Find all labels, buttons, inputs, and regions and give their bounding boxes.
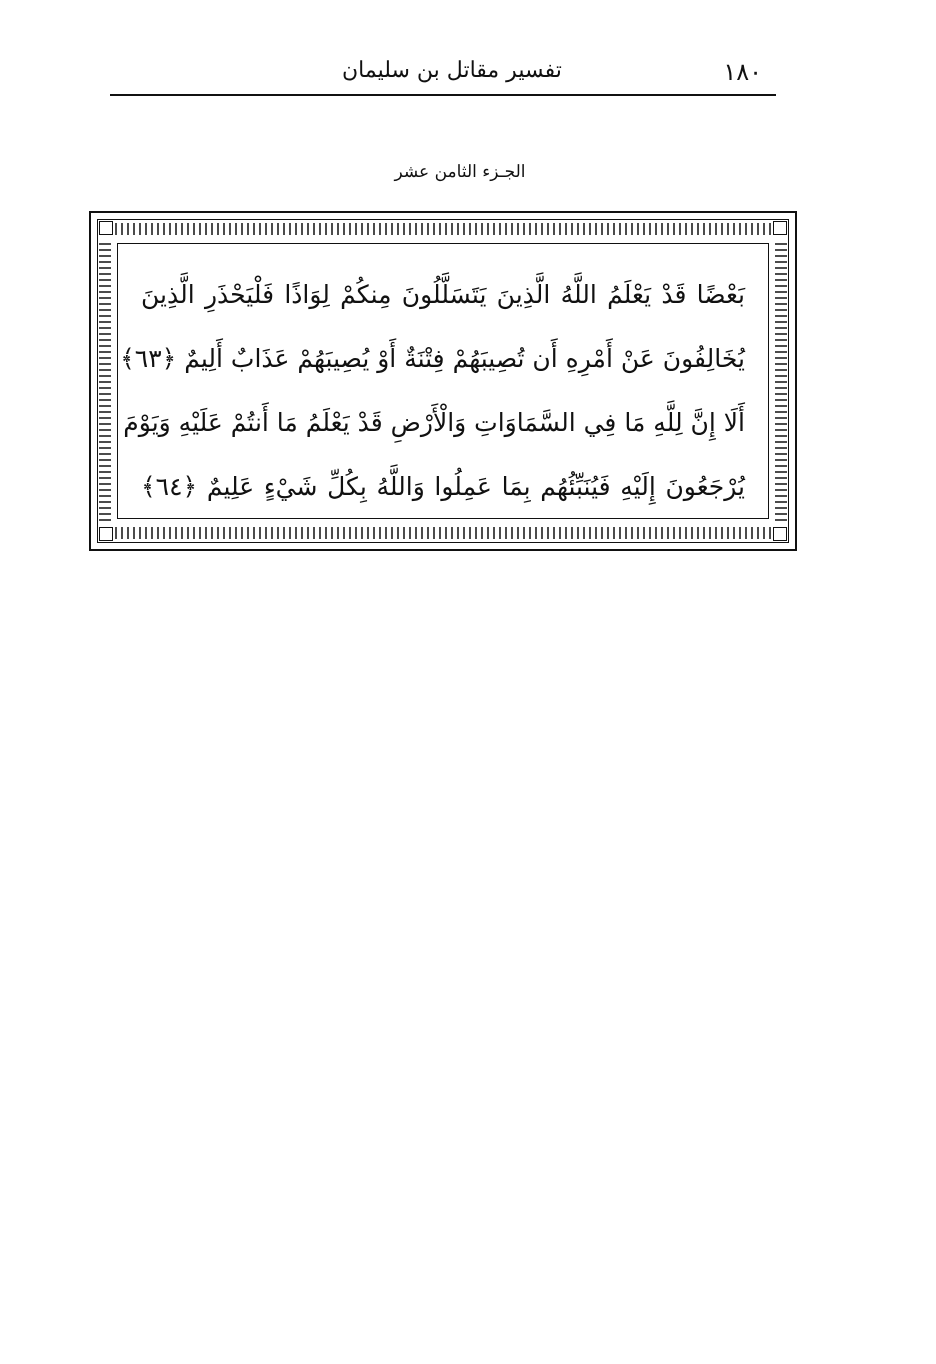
header-rule	[110, 94, 776, 96]
book-title: تفسير مقاتل بن سليمان	[342, 58, 562, 83]
frame-corner-icon	[773, 221, 787, 235]
frame-corner-icon	[99, 221, 113, 235]
frame-ornament-right	[775, 241, 787, 521]
verse-text	[120, 263, 745, 519]
frame-ornament-top	[115, 223, 771, 235]
verse-line: يُرْجَعُونَ إِلَيْهِ فَيُنَبِّئُهُم بِمَا عَمِلُوا وَاللَّهُ بِكُلِّ شَيْءٍ عَلِيمٌ ﴿٦٤﴾	[141, 472, 745, 501]
verse-line: بَعْضًا قَدْ يَعْلَمُ اللَّهُ الَّذِينَ يَتَسَلَّلُونَ مِنكُمْ لِوَاذًا فَلْيَحْذَرِ الَّذِينَ	[141, 280, 745, 309]
part-label: الجـزء الثامن عشر	[394, 162, 526, 182]
verse-line: يُخَالِفُونَ عَنْ أَمْرِهِ أَن تُصِيبَهُمْ فِتْنَةٌ أَوْ يُصِيبَهُمْ عَذَابٌ أَلِيمٌ ﴿٦٣﴾	[120, 344, 745, 373]
frame-corner-icon	[99, 527, 113, 541]
ornate-verse-frame	[89, 211, 797, 551]
frame-corner-icon	[773, 527, 787, 541]
verse-line: أَلَا إِنَّ لِلَّهِ مَا فِي السَّمَاوَاتِ وَالْأَرْضِ قَدْ يَعْلَمُ مَا أَنتُمْ عَلَيْهِ وَيَوْمَ	[123, 408, 745, 437]
page-number: ١٨٠	[723, 58, 762, 86]
frame-ornament-bottom	[115, 527, 771, 539]
page-header	[110, 52, 776, 96]
frame-ornament-left	[99, 241, 111, 521]
